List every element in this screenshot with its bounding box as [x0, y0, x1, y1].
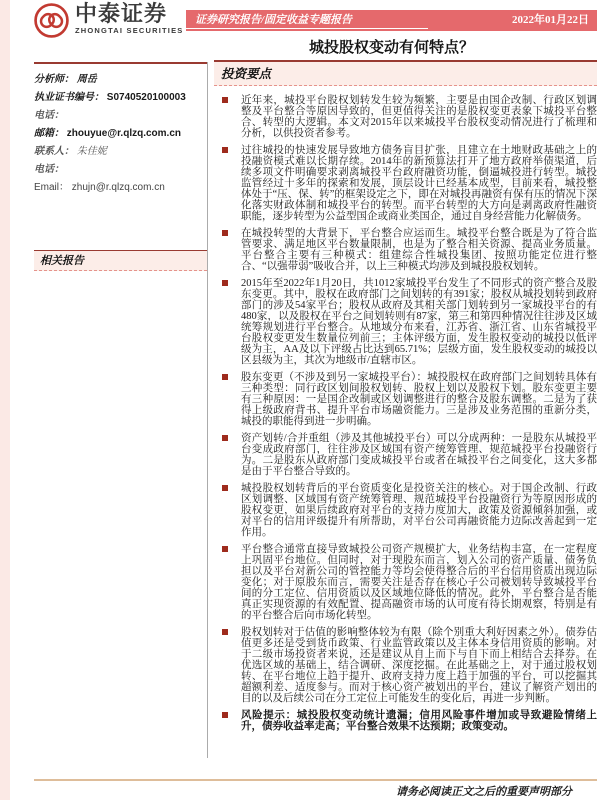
- brand-subtitle: ZHONGTAI SECURITIES: [75, 26, 184, 35]
- risk-warning-item: [214, 710, 597, 732]
- bullet-square-icon: [222, 712, 228, 718]
- analyst-info-panel: [34, 62, 207, 194]
- bullet-item: [214, 433, 597, 477]
- bullet-item: [214, 145, 597, 222]
- report-type-banner: [186, 10, 597, 31]
- analyst-row: [34, 73, 207, 86]
- bullet-item: [214, 372, 597, 427]
- brand-block: [33, 2, 184, 39]
- bullet-item: [214, 278, 597, 366]
- footer-disclaimer: 请务必阅读正文之后的重要声明部分: [396, 786, 572, 798]
- brand-name: 中泰证券: [75, 1, 168, 26]
- bullet-square-icon: [222, 280, 228, 286]
- bullet-square-icon: [222, 546, 228, 552]
- analyst-name: 周岳: [76, 74, 97, 85]
- related-reports-section: [34, 250, 207, 271]
- bullet-item: [214, 483, 597, 538]
- main-content: [214, 60, 597, 738]
- phone-row: [34, 109, 207, 122]
- key-points-header: 投资要点: [214, 60, 597, 86]
- bullet-item: [214, 544, 597, 621]
- license-row: [34, 91, 207, 104]
- bullet-square-icon: [222, 374, 228, 380]
- bullet-text: 股权划转对于估值的影响整体较为有限（除个别重大利好因素之外）。债券估值更多还是受到货币政策、行业监管政策以及主体本身信用资质的影响。对于二级市场投资者来说，还是建议从自上而下与自下而上相结合去择券。在优选区域的基础上，结合调研、深度挖掘。在此基础之上，对于通过股权划转、在平台地位上趋于提升、政府支持力度上趋于加强的平台，可以挖掘其超额利差、适度参与。而对于核心资产被划出的平台，建议了解资产划出的目的以及后续公司在分工定位上可能发生的变化后，再进一步判断。: [241, 627, 597, 704]
- contact-row: [34, 145, 207, 158]
- report-type-label: 证券研究报告/固定收益专题报告: [195, 14, 353, 26]
- bullet-text: 2015年至2022年1月20日，共1012家城投平台发生了不同形式的资产整合及股东变更。其中，股权在政府部门之间划转的有391家；股权从城投划转到政府部门的涉及54家平台；股权从政府及其相关部门划转到另一家城投平台的有480家，以及股权在平台之间划转则有87家，第三和第四种情况往往涉及区域统筹规划进行平台整合。从地域分布来看，江苏省、浙江省、山东省城投平台股权变更发生数量位列前三；主体评级方面，发生股权变动的城投以低评级为主，AA及以下评级占比达到65.71%；层级方面，发生股权变动的城投以区县级为主，其次为地级市/直辖市区。: [241, 278, 597, 366]
- bullet-square-icon: [222, 435, 228, 441]
- phone-label: 电话：: [34, 110, 64, 121]
- phone-label-2: 电话：: [34, 164, 64, 175]
- bullet-square-icon: [222, 147, 228, 153]
- related-reports-header: 相关报告: [34, 250, 207, 271]
- mailbox-label: 邮箱：: [34, 128, 64, 139]
- key-points-list: [214, 95, 597, 732]
- bullet-text: 平台整合通常直接导致城投公司资产规模扩大，业务结构丰富，在一定程度上巩固平台地位。但同时，对于现股东而言，划入公司的资产质量、债务负担以及平台对新公司的管控能力等均会使得整合后的平台信用资质出现边际变化；对于原股东而言，需要关注是否存在核心子公司被划转导致城投平台间的分工定位、信用资质以及区域地位降低的情况。此外，平台整合是否能真正实现资源的有效配置、提高融资市场的认可度有待长期观察，特别是有的平台整合后向市场化转型。: [241, 544, 597, 621]
- zhongtai-logo-icon: [33, 2, 70, 39]
- email-label: Email：: [34, 182, 70, 193]
- analyst-email: zhouyue@r.qlzq.com.cn: [66, 128, 181, 139]
- phone-row-2: [34, 163, 207, 176]
- contact-name: 朱佳妮: [76, 146, 107, 157]
- bullet-text: 资产划转/合并重组（涉及其他城投平台）可以分成两种：一是股东从城投平台变成政府部门，往往涉及区域国有资产统筹管理、规范城投平台投融资行为。二是股东从政府部门变成城投平台或者在城投平台之间变化，这大多都是由于平台整合导致的。: [241, 433, 597, 477]
- mailbox-row: [34, 127, 207, 140]
- bullet-item: [214, 228, 597, 272]
- bullet-square-icon: [222, 97, 228, 103]
- content-divider: [207, 62, 208, 758]
- page-title: 城投股权变动有何特点？: [308, 39, 474, 56]
- bullet-text: 过往城投的快速发展导致地方债务盲目扩张，且建立在土地财政基础之上的投融资模式难以长期存续。2014年的新预算法打开了地方政府举债渠道，后续多项文件明确要求剥离城投平台政府融资功能，倒逼城投进行转型。城投监管经过十多年的探索和发展，顶层设计已经基本成型，目前来看，城投整体处于“压、保、转”的框架设定之下，即在对城投再融资有保有压的情况下深化落实财政体制和城投平台的转型。而平台转型的大方向是剥离政府性融资职能，逐步转型为公益型国企或商业类国企，通过自身经营能力化解债务。: [241, 145, 597, 222]
- email-row: [34, 181, 207, 194]
- bullet-text: 城投股权划转背后的平台资质变化是投资关注的核心。对于国企改制、行政区划调整、区域国有资产统筹管理、规范城投平台投融资行为等原因形成的股权变更，如果后续政府对平台的支持力度加大，政策及资源倾斜加强，或对平台的信用评级提升有所帮助，对平台公司再融资能力边际改善起到一定作用。: [241, 483, 597, 538]
- risk-warning-text: 风险提示：城投股权变动统计遗漏；信用风险事件增加或导致避险情绪上升，债券收益率走高；平台整合效果不达预期；政策变动。: [241, 710, 597, 732]
- page-left-stripe: [0, 0, 10, 800]
- footer-rule: [34, 779, 597, 781]
- bullet-square-icon: [222, 629, 228, 635]
- bullet-text: 股东变更（不涉及到另一家城投平台）：城投股权在政府部门之间划转具体有三种类型：同行政区划间股权划转、股权上划以及股权下划。股东变更主要有三种原因：一是国企改制或区划调整进行的整合及股东调整。二是为了获得上级政府背书、提升平台市场融资能力。三是涉及业务范围的重新分类，城投的职能得到进一步明确。: [241, 372, 597, 427]
- report-date: 2022年01月22日: [512, 14, 589, 26]
- license-number: S0740520100003: [106, 92, 186, 103]
- bullet-square-icon: [222, 485, 228, 491]
- contact-email: zhujn@r.qlzq.com.cn: [71, 182, 165, 193]
- bullet-item: [214, 627, 597, 704]
- license-label: 执业证书编号：: [34, 92, 104, 103]
- bullet-text: 在城投转型的大背景下，平台整合应运而生。城投平台整合既是为了符合监管要求、满足地区平台数量限制，也是为了整合相关资源、提高业务质量。平台整合主要有三种模式：组建综合性城投集团、按照功能定位进行整合、“以强带弱”吸收合并，以上三种模式均涉及到城投股权划转。: [241, 228, 597, 272]
- bullet-item: [214, 95, 597, 139]
- contact-label: 联系人：: [34, 146, 74, 157]
- banner-underline: [186, 28, 428, 30]
- analyst-label: 分析师：: [34, 74, 74, 85]
- bullet-text: 近年来，城投平台股权划转发生较为频繁，主要是由国企改制、行政区划调整及平台整合等原因导致的，但更值得关注的是股权变更表象下城投平台整合、转型的大逻辑。本文对2015年以来城投平台股权变动情况进行了梳理和分析，以供投资者参考。: [241, 95, 597, 139]
- bullet-square-icon: [222, 230, 228, 236]
